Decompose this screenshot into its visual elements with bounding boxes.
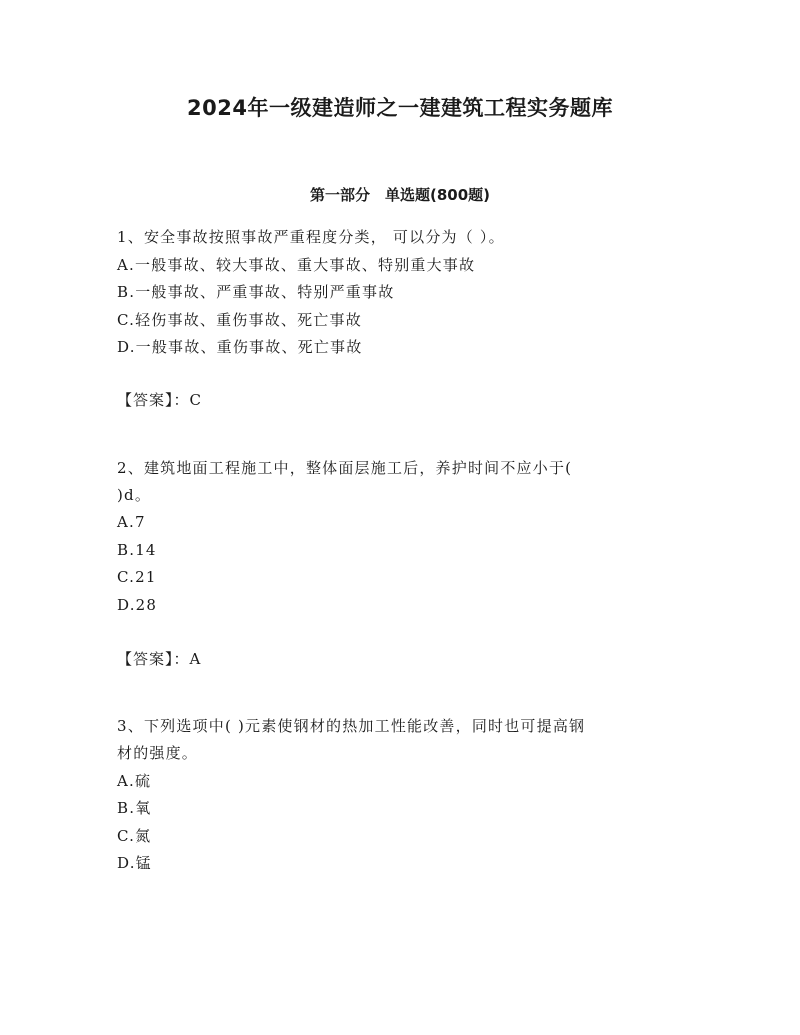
answer-value: A [189, 650, 202, 668]
question-2-option-d: D.28 [117, 596, 158, 614]
question-3-stem-line-1: 3、下列选项中( )元素使钢材的热加工性能改善，同时也可提高钢 [117, 717, 586, 735]
question-2-option-c: C.21 [117, 568, 157, 586]
question-2-option-a: A.7 [117, 513, 146, 531]
question-1-option-b: B.一般事故、严重事故、特别严重事故 [117, 283, 395, 301]
question-2-stem-line-1: 2、建筑地面工程施工中，整体面层施工后，养护时间不应小于( [117, 459, 573, 477]
answer-value: C [189, 391, 202, 409]
question-2-option-b: B.14 [117, 541, 157, 559]
question-2-stem-line-2: )d。 [117, 486, 152, 504]
section-title: 第一部分 单选题(800题) [309, 186, 491, 204]
page-title: 2024年一级建造师之一建建筑工程实务题库 [187, 96, 613, 120]
question-1-stem: 1、安全事故按照事故严重程度分类， 可以分为（ ）。 [117, 228, 505, 246]
question-3-option-d: D.锰 [117, 854, 152, 872]
question-1-option-a: A.一般事故、较大事故、重大事故、特别重大事故 [117, 256, 476, 274]
question-2-answer [117, 649, 201, 669]
question-3-stem-line-2: 材的强度。 [117, 744, 199, 762]
question-1-option-d: D.一般事故、重伤事故、死亡事故 [117, 338, 363, 356]
question-3-option-a: A.硫 [117, 772, 152, 790]
question-1-answer [117, 390, 202, 410]
question-3-option-b: B.氧 [117, 799, 152, 817]
question-3-option-c: C.氮 [117, 827, 152, 845]
answer-label: 【答案】： [117, 650, 190, 668]
question-1-option-c: C.轻伤事故、重伤事故、死亡事故 [117, 311, 362, 329]
answer-label: 【答案】： [117, 391, 190, 409]
